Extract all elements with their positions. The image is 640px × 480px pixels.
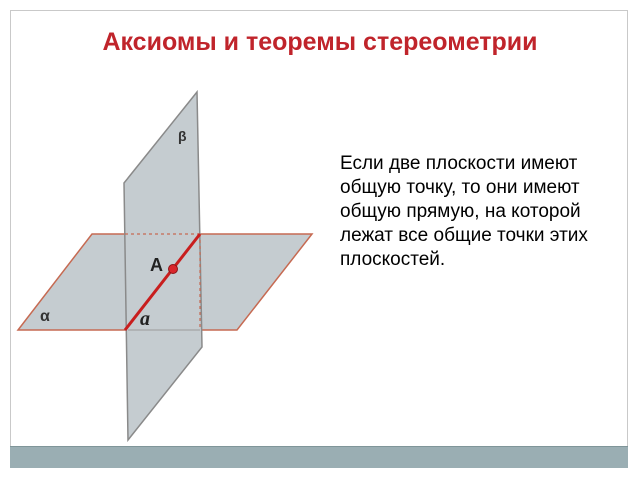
plane-beta-label: β bbox=[178, 128, 187, 144]
plane-alpha-label: α bbox=[40, 308, 50, 325]
point-a-label: A bbox=[150, 255, 163, 275]
line-a-label: a bbox=[140, 308, 150, 330]
plane-beta bbox=[124, 92, 202, 440]
slide-title: Аксиомы и теоремы стереометрии bbox=[102, 28, 538, 56]
bottom-bar bbox=[10, 446, 628, 468]
axiom-text: Если две плоскости имеют общую точку, то они имеют общую прямую, на которой лежат все общие точки этих плоскостей. bbox=[340, 153, 588, 270]
point-a-marker bbox=[169, 265, 178, 274]
